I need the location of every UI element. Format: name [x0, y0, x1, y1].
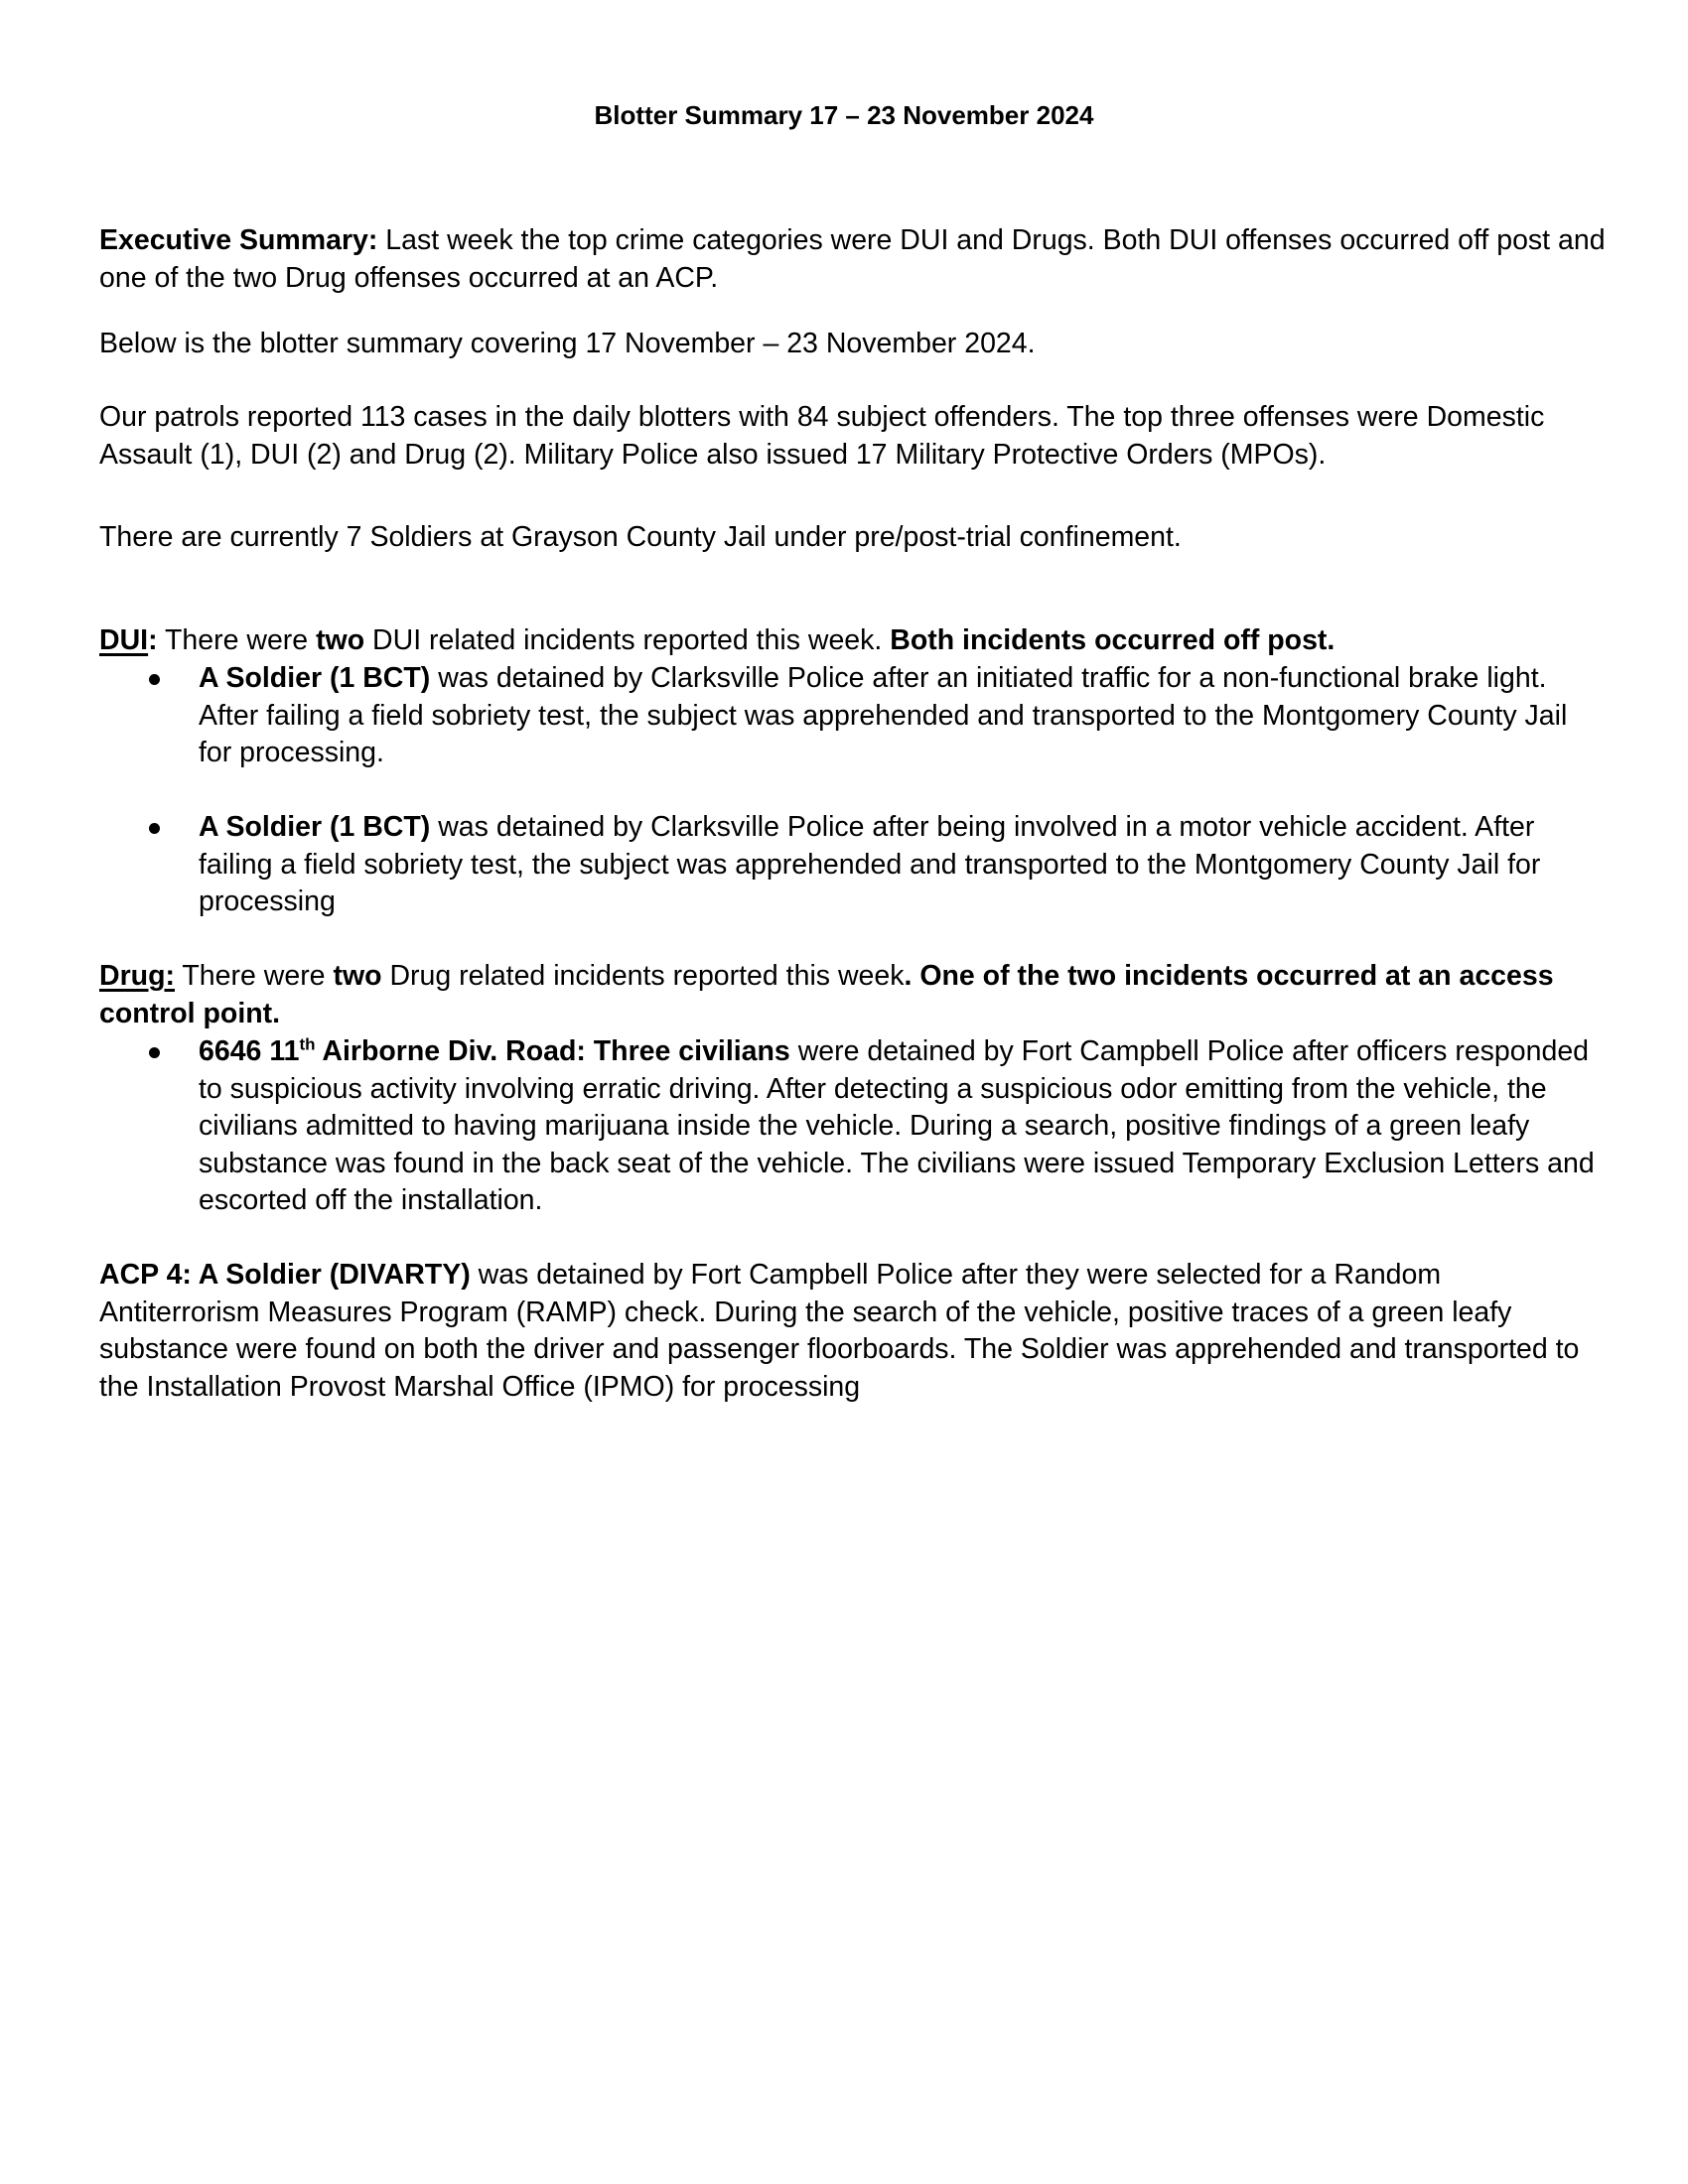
- dui-item-subject: A Soldier (1 BCT): [199, 811, 431, 843]
- bullet-icon: [149, 823, 160, 834]
- dui-item-text: was detained by Clarksville Police after an initiated traffic for a non-functional brake light. After failing a field sobriety test, the subject was apprehended and transported to the Montgomery County Jail for processing.: [199, 662, 1568, 768]
- drug-intro-bold: two: [333, 960, 382, 992]
- acp-paragraph: [99, 1257, 1589, 1406]
- drug-item-ordinal: th: [299, 1034, 316, 1054]
- coverage-paragraph: Below is the blotter summary covering 17 November – 23 November 2024.: [99, 328, 1036, 359]
- drug-item-location: 6646 11: [199, 1035, 300, 1067]
- drug-label: Drug:: [99, 960, 175, 992]
- dui-label: DUI: [99, 624, 149, 656]
- dui-list-item: [199, 660, 1589, 772]
- bullet-icon: [149, 1047, 160, 1058]
- dui-intro-b: DUI related incidents reported this week.: [364, 624, 891, 656]
- confinement-paragraph: There are currently 7 Soldiers at Grayson County Jail under pre/post-trial confinement.: [99, 521, 1182, 553]
- drug-intro-b: Drug related incidents reported this week: [381, 960, 905, 992]
- dui-intro-bold2: Both incidents occurred off post.: [890, 624, 1336, 656]
- acp-subject: ACP 4: A Soldier (DIVARTY): [99, 1259, 471, 1291]
- drug-item-subject: Airborne Div. Road: Three civilians: [315, 1035, 790, 1067]
- dui-intro-a: There were: [157, 624, 317, 656]
- page-title: Blotter Summary 17 – 23 November 2024: [594, 100, 1094, 130]
- executive-summary-label: Executive Summary:: [99, 224, 378, 256]
- drug-intro-bold2: . One of the two incidents occurred at an access control point.: [99, 960, 1554, 1029]
- bullet-icon: [149, 674, 160, 685]
- executive-summary-text: Last week the top crime categories were DUI and Drugs. Both DUI offenses occurred off post and one of the two Drug offenses occurred at an ACP.: [99, 224, 1606, 294]
- dui-section-header: [99, 622, 1609, 660]
- drug-item-text: were detained by Fort Campbell Police after officers responded to suspicious activity involving erratic driving. After detecting a suspicious odor emitting from the vehicle, the civilians admitted to having marijuana inside the vehicle. During a search, positive findings of a green leafy substance was found in the back seat of the vehicle. The civilians were issued Temporary Exclusion Letters and escorted off the installation.: [199, 1035, 1595, 1216]
- drug-section-header: [99, 958, 1589, 1032]
- dui-intro-bold: two: [316, 624, 365, 656]
- dui-item-subject: A Soldier (1 BCT): [199, 662, 431, 694]
- patrols-paragraph: Our patrols reported 113 cases in the daily blotters with 84 subject offenders. The top three offenses were Domestic Assault (1), DUI (2) and Drug (2). Military Police also issued 17 Military Protective Orders (MPOs).: [99, 401, 1545, 471]
- dui-colon: :: [148, 624, 158, 656]
- acp-text: was detained by Fort Campbell Police after they were selected for a Random Antiterrorism Measures Program (RAMP) check. During the search of the vehicle, positive traces of a green leafy substance were found on both the driver and passenger floorboards. The Soldier was apprehended and transported to the Installation Provost Marshal Office (IPMO) for processing: [99, 1259, 1580, 1403]
- dui-list-item: [199, 809, 1589, 921]
- drug-intro-a: There were: [174, 960, 334, 992]
- drug-list-item: [199, 1033, 1609, 1220]
- executive-summary: [99, 222, 1609, 297]
- dui-item-text: was detained by Clarksville Police after being involved in a motor vehicle accident. After failing a field sobriety test, the subject was apprehended and transported to the Montgomery County Jail for processing: [199, 811, 1541, 917]
